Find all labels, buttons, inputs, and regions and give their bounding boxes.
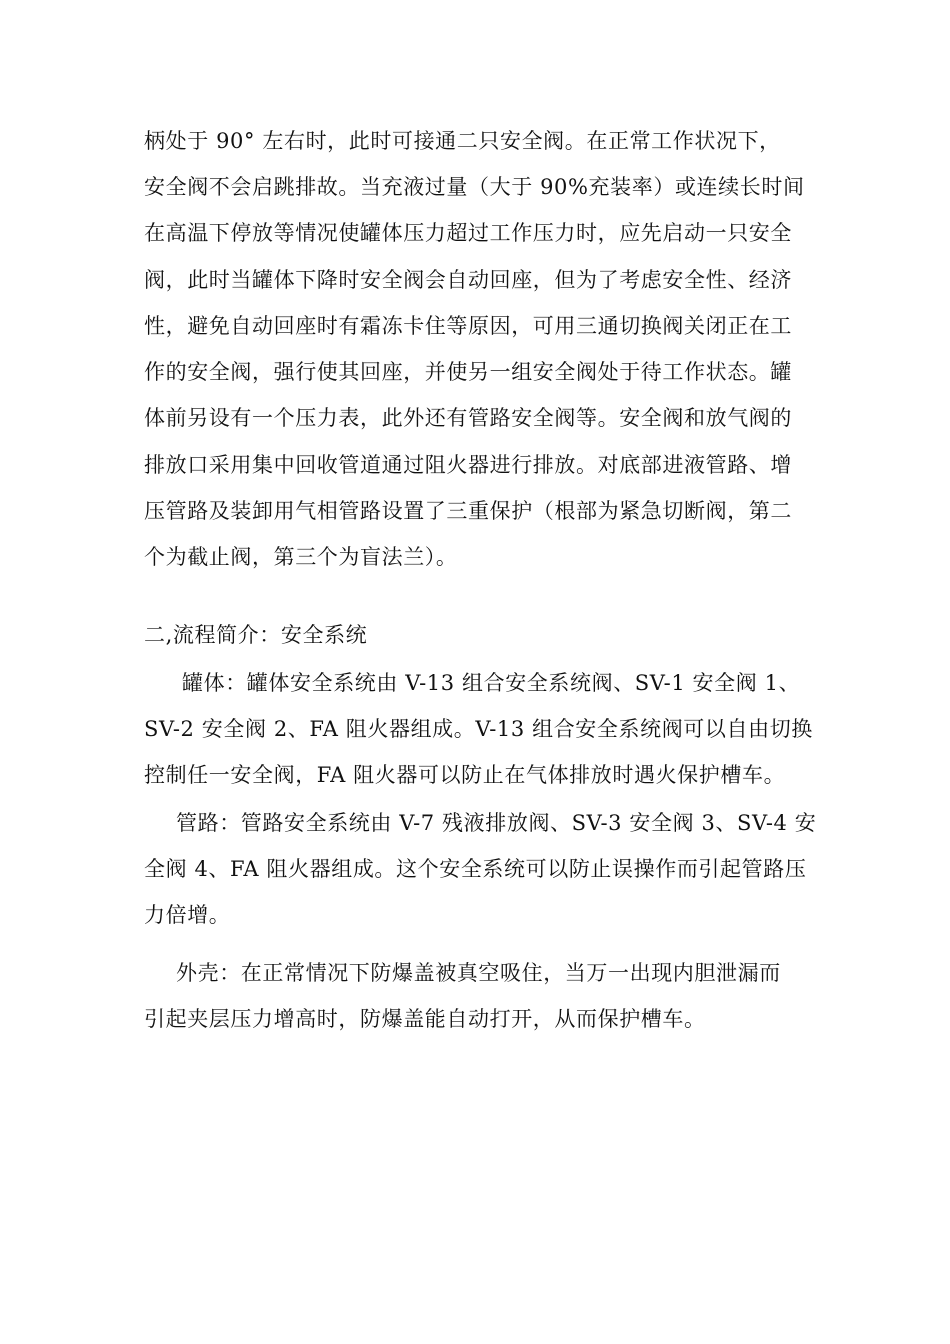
paragraph-1-line-6: 作的安全阀，强行使其回座，并使另一组安全阀处于待工作状态。罐 [144, 360, 792, 384]
paragraph-pipe-line-1: 管路：管路安全系统由 V-7 残液排放阀、SV-3 安全阀 3、SV-4 安 [176, 811, 817, 835]
paragraph-shell-line-1: 外壳：在正常情况下防爆盖被真空吸住，当万一出现内胆泄漏而 [176, 961, 781, 985]
paragraph-1-line-2: 安全阀不会启跳排故。当充液过量（大于 90%充装率）或连续长时间 [144, 175, 805, 199]
paragraph-pipe-line-2: 全阀 4、FA 阻火器组成。这个安全系统可以防止误操作而引起管路压 [144, 857, 807, 881]
paragraph-1-line-7: 体前另设有一个压力表，此外还有管路安全阀等。安全阀和放气阀的 [144, 406, 792, 430]
paragraph-1-line-1: 柄处于 90° 左右时，此时可接通二只安全阀。在正常工作状况下， [144, 129, 781, 153]
paragraph-tank-line-2: SV-2 安全阀 2、FA 阻火器组成。V-13 组合安全系统阀可以自由切换 [144, 717, 813, 741]
paragraph-pipe-line-3: 力倍增。 [144, 903, 231, 927]
paragraph-tank-line-1: 罐体：罐体安全系统由 V-13 组合安全系统阀、SV-1 安全阀 1、 [182, 671, 801, 695]
paragraph-1-line-5: 性，避免自动回座时有霜冻卡住等原因，可用三通切换阀关闭正在工 [144, 314, 792, 338]
paragraph-1-line-9: 压管路及装卸用气相管路设置了三重保护（根部为紧急切断阀，第二 [144, 499, 792, 523]
paragraph-1-line-4: 阀，此时当罐体下降时安全阀会自动回座，但为了考虑安全性、经济 [144, 268, 792, 292]
paragraph-1-line-8: 排放口采用集中回收管道通过阻火器进行排放。对底部进液管路、增 [144, 453, 792, 477]
paragraph-shell-line-2: 引起夹层压力增高时，防爆盖能自动打开，从而保护槽车。 [144, 1007, 706, 1031]
paragraph-1-line-10: 个为截止阀，第三个为盲法兰）。 [144, 545, 458, 569]
section-heading: 二,流程简介：安全系统 [144, 623, 368, 647]
paragraph-1-line-3: 在高温下停放等情况使罐体压力超过工作压力时，应先启动一只安全 [144, 221, 792, 245]
paragraph-tank-line-3: 控制任一安全阀，FA 阻火器可以防止在气体排放时遇火保护槽车。 [144, 763, 786, 787]
